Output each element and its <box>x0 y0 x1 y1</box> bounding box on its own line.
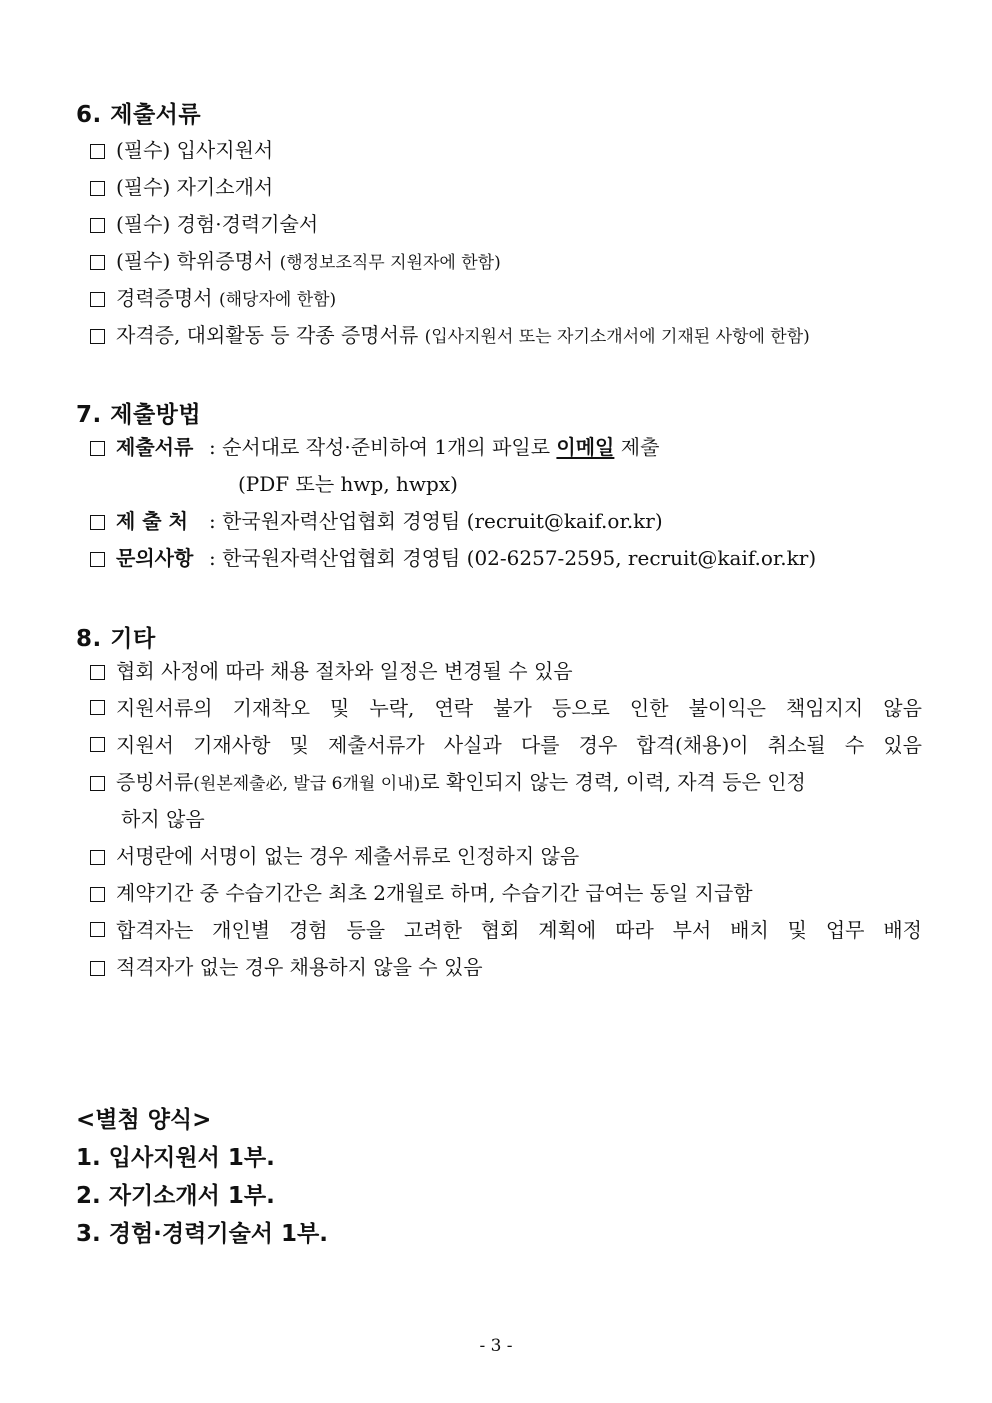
checkbox-icon <box>90 665 105 680</box>
method-text: : 한국원자력산업협회 경영팀 (02-6257-2595, recruit@kaif.or.kr) <box>209 546 817 570</box>
item-text: 지원서류의 기재착오 및 누락, 연락 불가 등으로 인한 불이익은 책임지지 않음 <box>116 696 922 720</box>
method-text: : 순서대로 작성·준비하여 1개의 파일로 <box>209 435 557 459</box>
section-8-heading: 8. 기타 <box>76 626 156 652</box>
item-text: (필수) 경험·경력기술서 <box>116 212 319 236</box>
method-label: 제출서류 <box>116 435 194 459</box>
checkbox-icon <box>90 922 105 937</box>
attachment-item-1: 1. 입사지원서 1부. <box>76 1145 275 1171</box>
email-emphasis: 이메일 <box>556 435 615 459</box>
item-text-end: 로 확인되지 않는 경력, 이력, 자격 등은 인정 <box>420 770 806 794</box>
attachment-item-3: 3. 경험·경력기술서 1부. <box>76 1221 328 1247</box>
checkbox-icon <box>90 255 105 270</box>
etc-item-5 <box>90 843 922 869</box>
checkbox-icon <box>90 737 105 752</box>
item-text: 합격자는 개인별 경험 등을 고려한 협회 계획에 따라 부서 배치 및 업무 배정 <box>116 918 922 942</box>
item-text: 경력증명서 <box>116 286 219 310</box>
item-note: (해당자에 한함) <box>218 290 337 310</box>
checkbox-icon <box>90 218 105 233</box>
attachment-item-2: 2. 자기소개서 1부. <box>76 1183 275 1209</box>
method-text-end: 제출 <box>614 435 660 459</box>
method-label: 문의사항 <box>116 546 194 570</box>
checkbox-icon <box>90 441 105 456</box>
method-row-destination <box>90 508 922 534</box>
checkbox-icon <box>90 292 105 307</box>
item-text: 지원서 기재사항 및 제출서류가 사실과 다를 경우 합격(채용)이 취소될 수 있음 <box>116 733 922 757</box>
method-text: : 한국원자력산업협회 경영팀 (recruit@kaif.or.kr) <box>209 509 663 533</box>
method-row-format: (PDF 또는 hwp, hwpx) <box>238 472 458 496</box>
checkbox-icon <box>90 850 105 865</box>
item-note: (행정보조직무 지원자에 한함) <box>279 253 501 273</box>
section-6-heading: 6. 제출서류 <box>76 102 202 128</box>
method-row-documents <box>90 434 922 460</box>
checkbox-icon <box>90 515 105 530</box>
item-note: (원본제출必, 발급 6개월 이내) <box>193 774 421 794</box>
item-text: (필수) 입사지원서 <box>116 138 274 162</box>
doc-item-6 <box>90 322 922 350</box>
checkbox-icon <box>90 144 105 159</box>
method-label: 제 출 처 <box>116 509 188 533</box>
etc-item-6 <box>90 880 922 906</box>
doc-item-3 <box>90 211 922 237</box>
doc-item-4 <box>90 248 922 276</box>
doc-item-2 <box>90 174 922 200</box>
etc-item-4 <box>90 769 922 797</box>
item-text: 증빙서류 <box>116 770 194 794</box>
item-text: 서명란에 서명이 없는 경우 제출서류로 인정하지 않음 <box>116 844 580 868</box>
item-text: 자격증, 대외활동 등 각종 증명서류 <box>116 323 425 347</box>
etc-item-8 <box>90 954 922 980</box>
method-row-inquiry <box>90 545 922 571</box>
checkbox-icon <box>90 552 105 567</box>
etc-item-7 <box>90 917 922 943</box>
item-text: (필수) 자기소개서 <box>116 175 274 199</box>
doc-item-1 <box>90 137 922 163</box>
item-text: 적격자가 없는 경우 채용하지 않을 수 있음 <box>116 955 483 979</box>
etc-item-2 <box>90 695 922 721</box>
item-note: (입사지원서 또는 자기소개서에 기재된 사항에 한함) <box>424 327 810 347</box>
etc-item-3 <box>90 732 922 758</box>
doc-item-5 <box>90 285 922 313</box>
item-text: 협회 사정에 따라 채용 절차와 일정은 변경될 수 있음 <box>116 659 573 683</box>
item-text: (필수) 학위증명서 <box>116 249 280 273</box>
etc-item-4-continued: 하지 않음 <box>121 807 205 831</box>
checkbox-icon <box>90 961 105 976</box>
section-7-heading: 7. 제출방법 <box>76 402 202 428</box>
attachments-heading: <별첨 양식> <box>76 1107 212 1133</box>
checkbox-icon <box>90 700 105 715</box>
checkbox-icon <box>90 329 105 344</box>
checkbox-icon <box>90 887 105 902</box>
checkbox-icon <box>90 181 105 196</box>
page-number: - 3 - <box>479 1336 513 1356</box>
item-text: 계약기간 중 수습기간은 최초 2개월로 하며, 수습기간 급여는 동일 지급함 <box>116 881 753 905</box>
checkbox-icon <box>90 776 105 791</box>
etc-item-1 <box>90 658 922 684</box>
